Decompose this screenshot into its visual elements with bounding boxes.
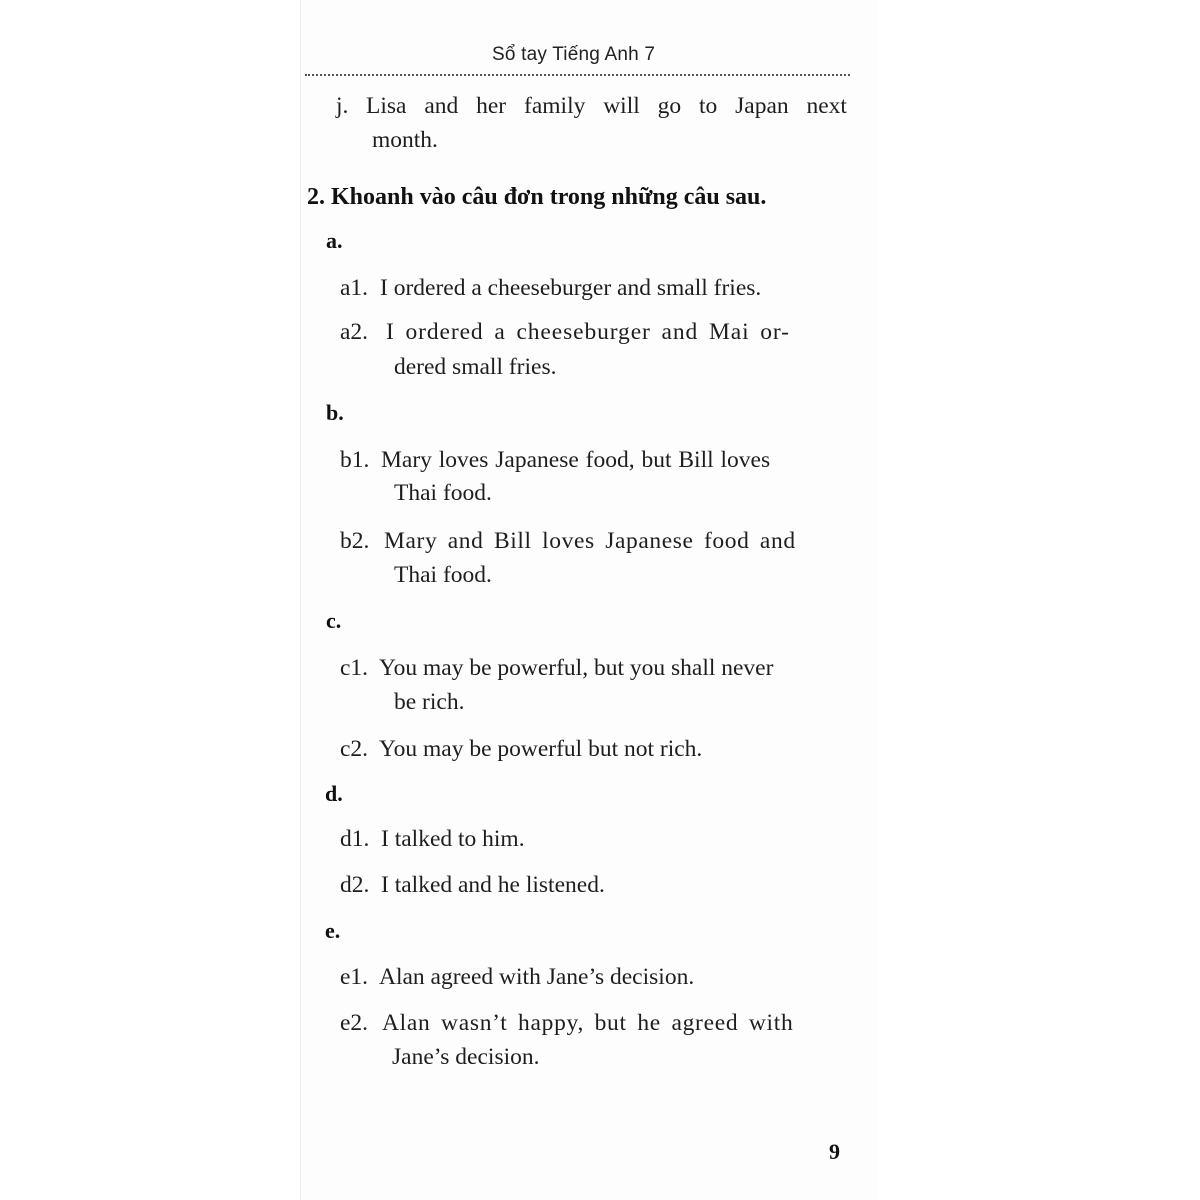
item-id-e1: e1. xyxy=(340,964,369,990)
group-label-c: c. xyxy=(326,608,342,633)
group-label-b: b. xyxy=(326,400,344,425)
item-id-c2: c2. xyxy=(340,736,369,762)
item-b1-line-2: Thai food. xyxy=(394,480,492,506)
header-dotted-rule xyxy=(305,74,850,76)
item-id-b2: b2. xyxy=(340,528,370,554)
group-label-a: a. xyxy=(326,228,343,253)
item-j-line-1: Lisa and her family will go to Japan next xyxy=(366,93,847,119)
item-e1-line-1: Alan agreed with Jane’s decision. xyxy=(379,964,695,990)
page-number: 9 xyxy=(829,1139,840,1164)
item-c2-line-1: You may be powerful but not rich. xyxy=(379,736,703,762)
item-c1-line-1: You may be powerful, but you shall never xyxy=(379,655,774,681)
item-id-b1: b1. xyxy=(340,447,370,473)
item-d1-line-1: I talked to him. xyxy=(381,826,525,852)
item-e2-line-1: Alan wasn’t happy, but he agreed with xyxy=(382,1010,794,1036)
item-id-e2: e2. xyxy=(340,1010,369,1036)
item-id-d2: d2. xyxy=(340,872,370,898)
item-d2-line-1: I talked and he listened. xyxy=(381,872,605,898)
item-e2-line-2: Jane’s decision. xyxy=(392,1044,540,1070)
item-b2-line-1: Mary and Bill loves Japanese food and xyxy=(384,528,796,554)
item-j-line-2: month. xyxy=(372,127,438,153)
group-label-e: e. xyxy=(325,918,341,943)
item-b2-line-2: Thai food. xyxy=(394,562,492,588)
item-id-a1: a1. xyxy=(340,275,369,301)
item-a2-line-2: dered small fries. xyxy=(394,354,557,380)
item-a1-line-1: I ordered a cheeseburger and small fries. xyxy=(380,275,762,301)
item-a2-line-1: I ordered a cheeseburger and Mai or- xyxy=(386,319,790,345)
item-id-c1: c1. xyxy=(340,655,369,681)
group-label-d: d. xyxy=(325,781,343,806)
exercise-heading: 2. Khoanh vào câu đơn trong những câu sau. xyxy=(307,184,767,210)
item-id-d1: d1. xyxy=(340,826,370,852)
running-header: Sổ tay Tiếng Anh 7 xyxy=(492,44,656,65)
item-c1-line-2: be rich. xyxy=(394,689,465,715)
item-marker-j: j. xyxy=(336,93,349,119)
item-id-a2: a2. xyxy=(340,319,369,345)
item-b1-line-1: Mary loves Japanese food, but Bill loves xyxy=(381,447,771,473)
